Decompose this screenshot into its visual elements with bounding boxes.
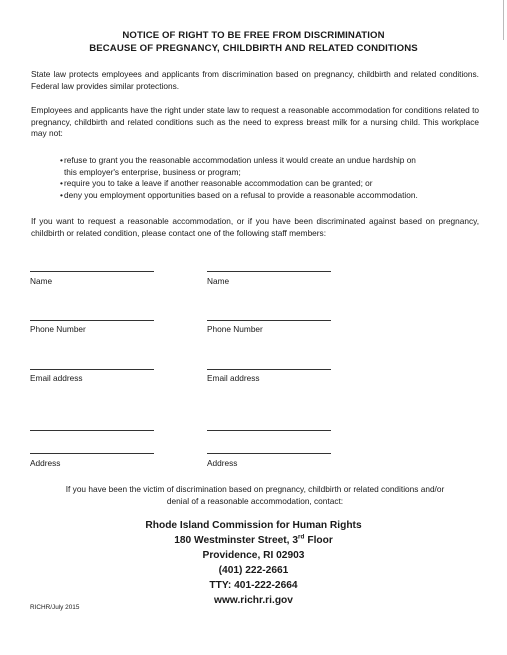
notice-title-line2: BECAUSE OF PREGNANCY, CHILDBIRTH AND RELATED CONDITIONS [89,43,418,54]
email-label-left: Email address [30,373,83,383]
phone-line-left [30,320,154,321]
bullet-item: •refuse to grant you the reasonable accommodation unless it would create an undue hardship on [60,155,416,165]
paragraph-contact-staff: If you want to request a reasonable accommodation, or if you have been discriminated against based on pregnancy, childbirth or related condition, please contact one of the following staff members: [31,216,479,238]
email-line-left [30,369,154,370]
phone-label-right: Phone Number [207,324,263,334]
address-label-left: Address [30,458,61,468]
name-line-right [207,271,331,272]
agency-street: 180 Westminster Street, 3rd Floor [174,533,333,546]
footer-code: RICHR/July 2015 [30,604,80,611]
agency-phone: (401) 222-2661 [218,565,289,576]
bullet-item: •deny you employment opportunities based on a refusal to provide a reasonable accommodation. [60,190,418,200]
contact-intro-line2: denial of a reasonable accommodation, contact: [166,496,344,506]
address-line-right-2 [207,453,331,454]
agency-website[interactable]: www.richr.ri.gov [214,595,293,606]
paragraph-rights: Employees and applicants have the right under state law to request a reasonable accommodation for conditions related to pregnancy, childbirth and related conditions such as the need to express breast milk for a nursing child. This workplace may not: [31,105,479,139]
address-label-right: Address [207,458,238,468]
email-line-right [207,369,331,370]
phone-line-right [207,320,331,321]
phone-label-left: Phone Number [30,324,86,334]
contact-intro-line1: If you have been the victim of discrimination based on pregnancy, childbirth or related conditions and/or [65,484,445,494]
address-line-left-1 [30,430,154,431]
agency-tty: TTY: 401-222-2664 [209,580,298,591]
name-line-left [30,271,154,272]
name-label-left: Name [30,276,53,286]
address-line-left-2 [30,453,154,454]
email-label-right: Email address [207,373,260,383]
agency-city: Providence, RI 02903 [202,550,305,561]
paragraph-state-law: State law protects employees and applicants from discrimination based on pregnancy, childbirth and related conditions. Federal law provides similar protections. [31,69,479,91]
bullet-item: •require you to take a leave if another reasonable accommodation can be granted; or [60,178,373,188]
bullet-item-continuation: this employer's enterprise, business or program; [64,167,241,177]
address-line-right-1 [207,430,331,431]
notice-title-line1: NOTICE OF RIGHT TO BE FREE FROM DISCRIMINATION [122,30,385,41]
name-label-right: Name [207,276,230,286]
agency-name: Rhode Island Commission for Human Rights [145,520,362,531]
